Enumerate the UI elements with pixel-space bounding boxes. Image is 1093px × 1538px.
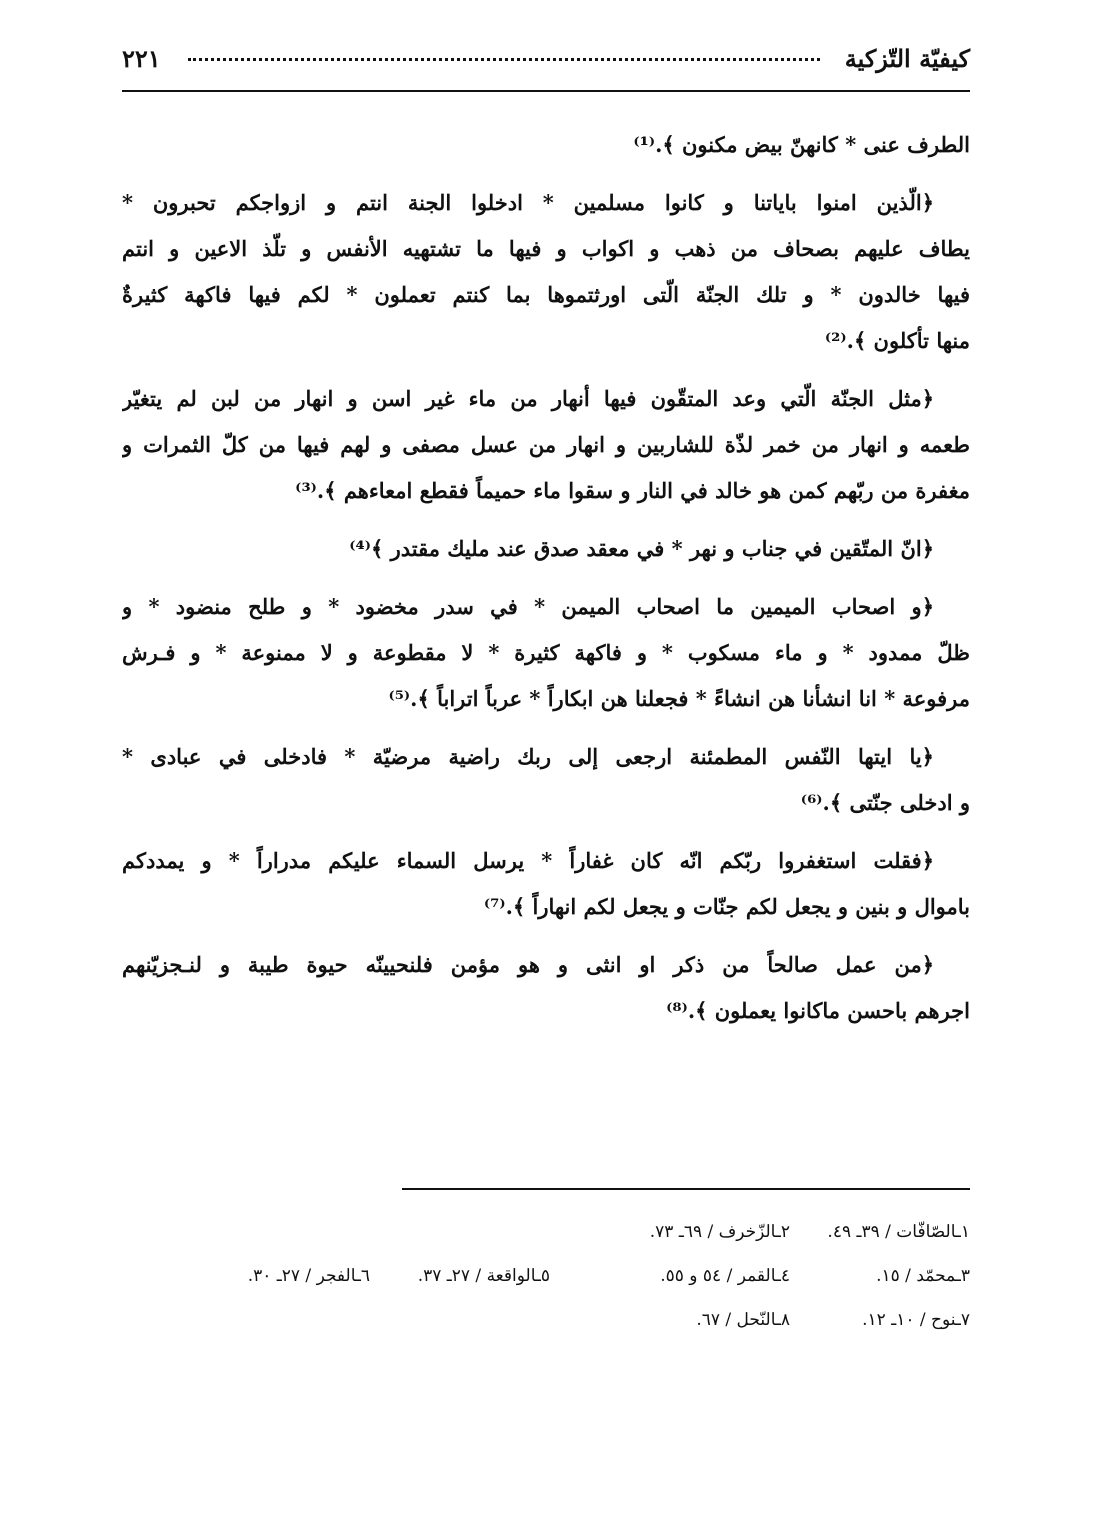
- paragraph-3: [122, 376, 970, 514]
- text-line: ﴿يا ايتها النّفس المطمئنة ارجعى إلى ربك راضية مرضيّة * فادخلى في عبادى *: [122, 744, 934, 769]
- text-line: منها تأكلون ﴾.⁽²⁾: [824, 328, 970, 353]
- page-header: [122, 38, 970, 92]
- paragraph-5: [122, 584, 970, 722]
- text-line: طعمه و انهار من خمر لذّة للشاربين و انهار من عسل مصفى و لهم فيها من كلّ الثمرات و: [122, 432, 970, 457]
- text-line: فيها خالدون * و تلك الجنّة الّتى اورثتموها بما كنتم تعملون * لكم فيها فاكهة كثيرةٌ: [122, 282, 970, 307]
- text-line: ﴿من عمل صالحاً من ذكر او انثى و هو مؤمن فلنحيينّه حيوة طيبة و لنـجزيّنهم: [122, 952, 934, 977]
- footnotes: [140, 1210, 970, 1342]
- text-line: مغفرة من ربّهم كمن هو خالد في النار و سقوا ماء حميماً فقطع امعاءهم ﴾.⁽³⁾: [295, 478, 970, 503]
- footnote-5: ٥ـالواقعة / ٢٧ـ ٣٧.: [417, 1266, 550, 1286]
- footnote-8: ٨ـالنّحل / ٦٧.: [696, 1310, 790, 1330]
- paragraph-8: [122, 942, 970, 1034]
- text-line: ﴿فقلت استغفروا ربّكم انّه كان غفاراً * يرسل السماء عليكم مدراراً * و يمددكم: [122, 848, 934, 873]
- footnote-row: [140, 1254, 970, 1298]
- text-line: ﴿و اصحاب الميمين ما اصحاب الميمن * في سدر مخضود * و طلح منضود * و: [122, 594, 934, 619]
- text-line: يطاف عليهم بصحاف من ذهب و اكواب و فيها ما تشتهيه الأنفس و تلّذ الاعين و انتم: [122, 236, 970, 261]
- paragraph-2: [122, 180, 970, 364]
- footnote-separator: [402, 1188, 970, 1190]
- paragraph-6: [122, 734, 970, 826]
- paragraph-1: [122, 122, 970, 168]
- footnote-1: ١ـالصّافّات / ٣٩ـ ٤٩.: [827, 1222, 970, 1242]
- footnote-3: ٣ـمحمّد / ١٥.: [876, 1266, 970, 1286]
- footnote-7: ٧ـنوح / ١٠ـ ١٢.: [862, 1310, 970, 1330]
- page-number: ٢٢١: [122, 44, 161, 73]
- text-line: ﴿مثل الجنّة الّتي وعد المتقّون فيها أنهار من ماء غير اسن و انهار من لبن لم يتغيّر: [122, 386, 934, 411]
- text-line: ظلّ ممدود * و ماء مسكوب * و فاكهة كثيرة * لا مقطوعة و لا ممنوعة * و فـرش: [122, 640, 970, 665]
- text-line: ﴿انّ المتّقين في جناب و نهر * في معقد صدق عند مليك مقتدر ﴾⁽⁴⁾: [349, 536, 934, 561]
- text-line: اجرهم باحسن ماكانوا يعملون ﴾.⁽⁸⁾: [666, 998, 970, 1023]
- header-dot-leader: [188, 58, 820, 61]
- footnote-4: ٤ـالقمر / ٥٤ و ٥٥.: [660, 1266, 790, 1286]
- text-line: الطرف عنى * كانهنّ بيض مكنون ﴾.⁽¹⁾: [633, 132, 970, 157]
- footnote-row: [140, 1210, 970, 1254]
- text-line: باموال و بنين و يجعل لكم جنّات و يجعل لكم انهاراً ﴾.⁽⁷⁾: [483, 894, 970, 919]
- main-text: [122, 122, 970, 1046]
- text-line: و ادخلى جنّتى ﴾.⁽⁶⁾: [800, 790, 970, 815]
- footnote-row: [140, 1298, 970, 1342]
- footnote-6: ٦ـالفجر / ٢٧ـ ٣٠.: [247, 1266, 370, 1286]
- paragraph-4: [122, 526, 970, 572]
- footnote-2: ٢ـالزّخرف / ٦٩ـ ٧٣.: [649, 1222, 790, 1242]
- text-line: ﴿الّذين امنوا باياتنا و كانوا مسلمين * ادخلوا الجنة انتم و ازواجكم تحبرون *: [122, 190, 934, 215]
- text-line: مرفوعة * انا انشأنا هن انشاءً * فجعلنا هن ابكاراً * عرباً اتراباً ﴾.⁽⁵⁾: [388, 686, 970, 711]
- running-title: كيفيّة التّزكية: [844, 44, 970, 73]
- paragraph-7: [122, 838, 970, 930]
